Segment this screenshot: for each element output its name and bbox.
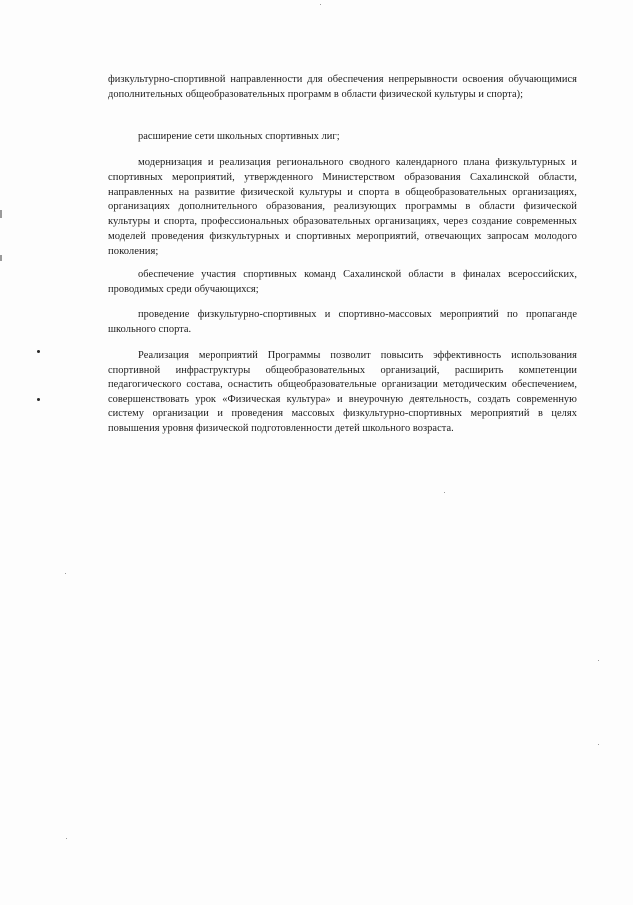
paragraph-continuation: физкультурно-спортивной направленности для обеспечения непрерывности освоения обучающимися дополнительных общеобразовательных программ в области физической культуры и спорта);: [108, 74, 577, 100]
scan-speck: [598, 744, 599, 745]
scan-speck: [66, 838, 67, 839]
paragraph-program-implementation: Реализация мероприятий Программы позволит повысить эффективность использования спортивной инфраструктуры общеобразовательных организаций, расширить компетенции педагогического состава, оснастить общеобразовательные организации методическим обеспечением, совершенствовать урок «Физическая культура» и внеурочную деятельность, создать современную систему организации и проведения массовых физкультурно-спортивных мероприятий в целях повышения уровня физической подготовленности детей школьного возраста.: [108, 350, 577, 434]
scan-mark-dot: [37, 350, 40, 353]
scan-speck: [320, 4, 321, 5]
paragraph-school-leagues: расширение сети школьных спортивных лиг;: [138, 131, 340, 142]
scan-speck: [0, 255, 2, 261]
scan-speck: [444, 492, 445, 493]
scan-mark-dot: [37, 398, 40, 401]
scan-speck: [598, 660, 599, 661]
paragraph-school-sport-events: проведение физкультурно-спортивных и спортивно-массовых мероприятий по пропаганде школьного спорта.: [108, 309, 577, 335]
paragraph-calendar-plan: модернизация и реализация регионального сводного календарного плана физкультурных и спортивных мероприятий, утвержденного Министерством образования Сахалинской области, направленных на развитие физической культуры и спорта в общеобразовательных организациях, организациях дополнительного образования, реализующих программы в области физической культуры и спорта, профессиональных образовательных организациях, через создание современных моделей проведения физкультурных и спортивных мероприятий, отвечающих запросам молодого поколения;: [108, 157, 577, 257]
scan-speck: [0, 210, 2, 218]
scan-speck: [65, 573, 66, 574]
paragraph-team-participation: обеспечение участия спортивных команд Сахалинской области в финалах всероссийских, проводимых среди обучающихся;: [108, 269, 577, 295]
